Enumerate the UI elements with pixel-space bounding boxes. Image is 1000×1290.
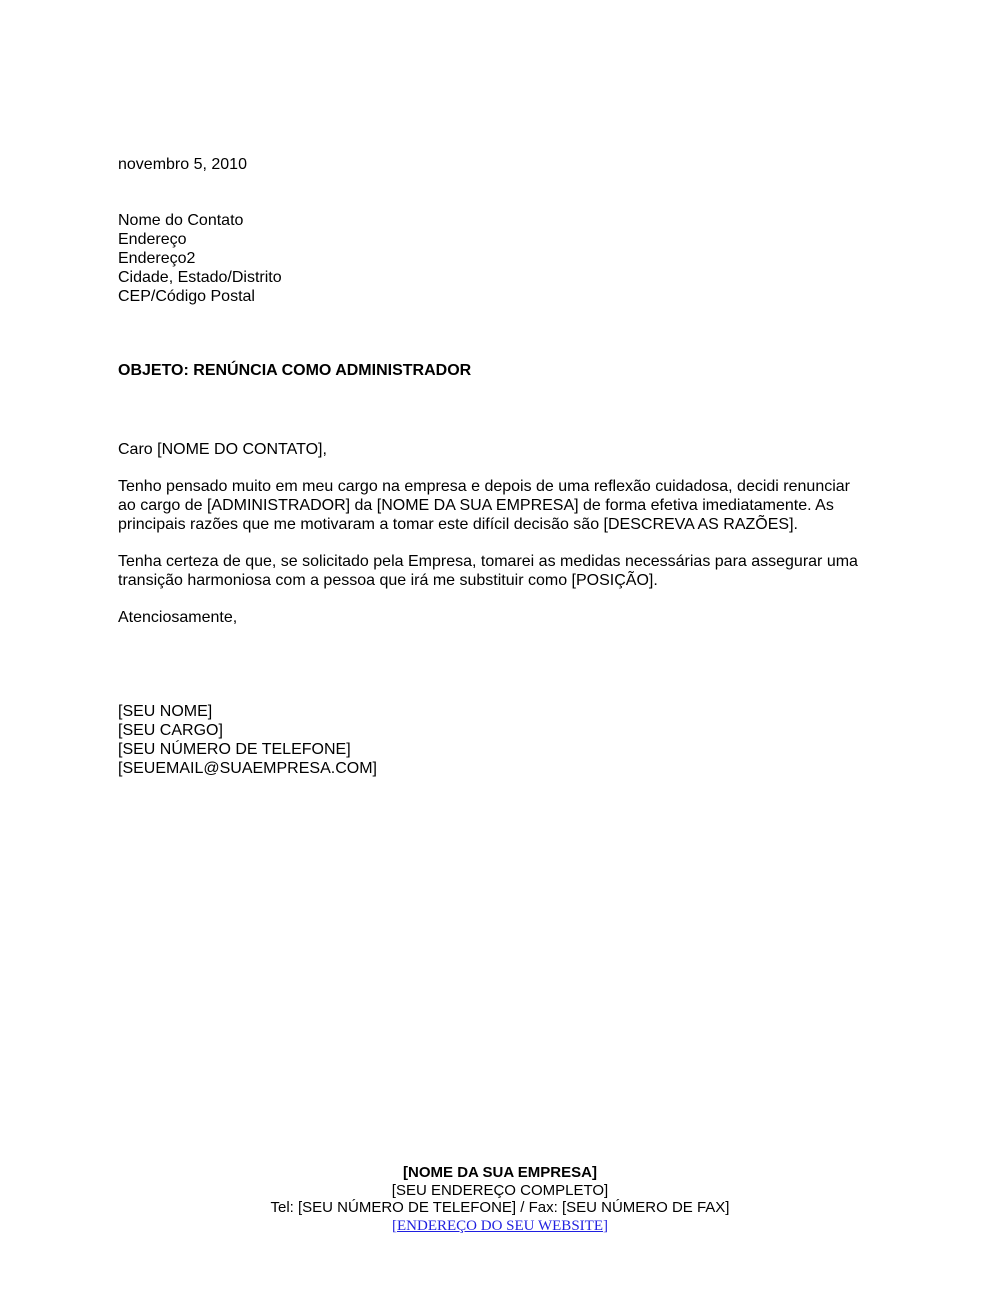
paragraph-line: principais razões que me motivaram a tomar este difícil decisão são [DESCREVA AS RAZÕES]. [118,516,798,533]
paragraph-line: transição harmoniosa com a pessoa que irá me substituir como [POSIÇÃO]. [118,572,658,589]
recipient-block [118,211,282,306]
recipient-name: Nome do Contato [118,212,244,229]
signature-email: [SEUEMAIL@SUAEMPRESA.COM] [118,760,377,777]
body-paragraph-1 [118,477,850,534]
subject-line [118,361,471,380]
body-paragraph-2 [118,552,858,590]
recipient-address: Endereço [118,231,187,248]
footer-company: [NOME DA SUA EMPRESA] [403,1164,597,1181]
recipient-city-state: Cidade, Estado/Distrito [118,269,282,286]
footer-website-link[interactable]: [ENDEREÇO DO SEU WEBSITE] [392,1217,608,1234]
paragraph-line: Tenho pensado muito em meu cargo na empresa e depois de uma reflexão cuidadosa, decidi renunciar [118,478,850,495]
footer-address: [SEU ENDEREÇO COMPLETO] [391,1181,609,1199]
paragraph-line: Tenha certeza de que, se solicitado pela Empresa, tomarei as medidas necessárias para assegurar uma [118,553,858,570]
closing-text: Atenciosamente, [118,609,238,626]
recipient-address2: Endereço2 [118,250,196,267]
footer-contact: Tel: [SEU NÚMERO DE TELEFONE] / Fax: [SEU NÚMERO DE FAX] [270,1199,730,1216]
letter-date [118,155,247,174]
letterhead-footer [0,1164,1000,1235]
paragraph-line: ao cargo de [ADMINISTRADOR] da [NOME DA SUA EMPRESA] de forma efetiva imediatamente. As [118,497,834,514]
subject-text: OBJETO: RENÚNCIA COMO ADMINISTRADOR [118,362,472,379]
signature-name: [SEU NOME] [118,703,213,720]
signature-title: [SEU CARGO] [118,722,223,739]
signature-phone: [SEU NÚMERO DE TELEFONE] [118,741,351,758]
closing [118,608,237,627]
salutation-text: Caro [NOME DO CONTATO], [118,441,327,458]
signature-block [118,702,377,778]
date-text: novembro 5, 2010 [118,156,247,173]
salutation [118,440,327,459]
recipient-postal-code: CEP/Código Postal [118,288,255,305]
